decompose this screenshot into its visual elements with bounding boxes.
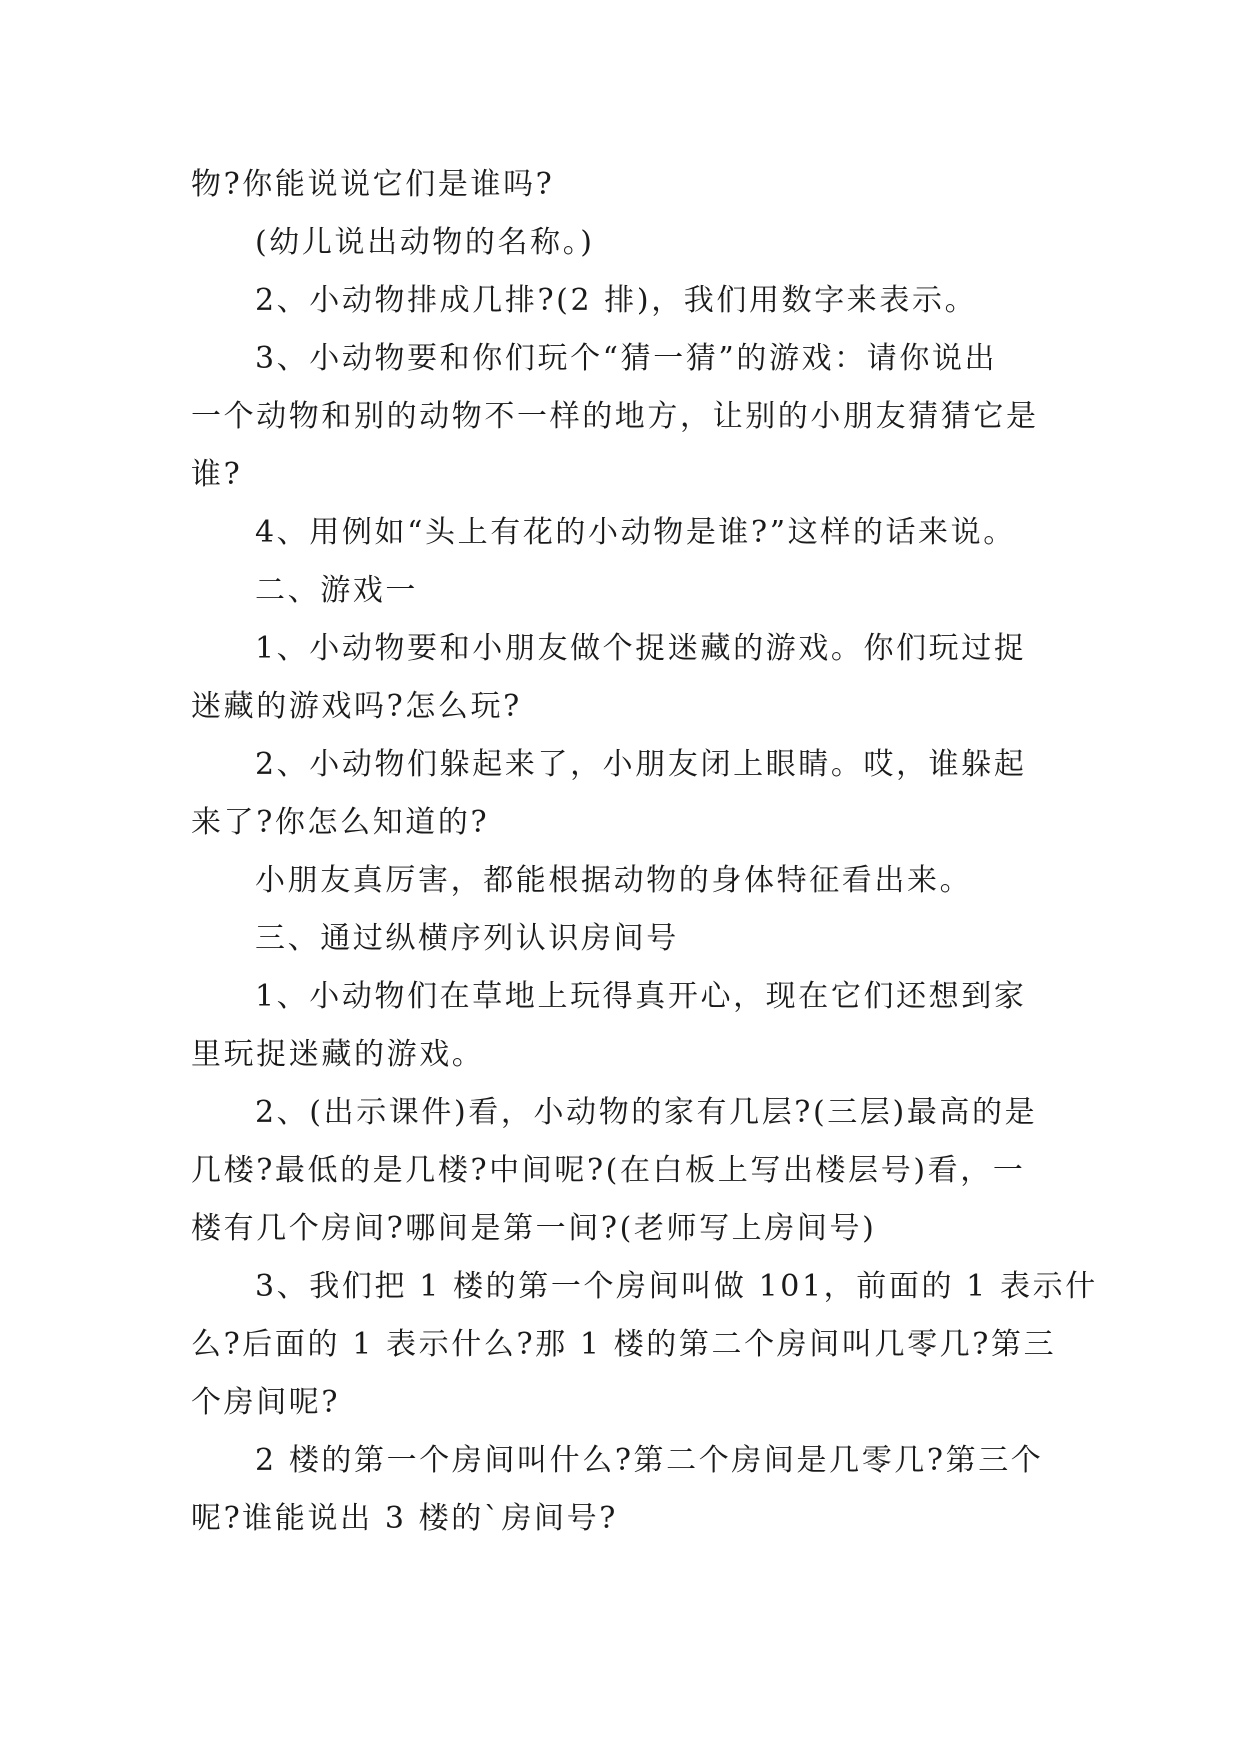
text-line: 一个动物和别的动物不一样的地方，让别的小朋友猜猜它是 bbox=[191, 399, 1039, 434]
text-line: 来了?你怎么知道的? bbox=[191, 805, 490, 840]
text-line: 2、(出示课件)看，小动物的家有几层?(三层)最高的是 bbox=[255, 1095, 1038, 1130]
text-line: 1、小动物们在草地上玩得真开心，现在它们还想到家 bbox=[255, 979, 1027, 1014]
text-line: 几楼?最低的是几楼?中间呢?(在白板上写出楼层号)看，一 bbox=[191, 1153, 1026, 1188]
text-line: 1、小动物要和小朋友做个捉迷藏的游戏。你们玩过捉 bbox=[255, 631, 1027, 666]
text-line: 小朋友真厉害，都能根据动物的身体特征看出来。 bbox=[255, 863, 973, 898]
text-line: 4、用例如“头上有花的小动物是谁?”这样的话来说。 bbox=[255, 515, 1016, 550]
text-line: 3、我们把 1 楼的第一个房间叫做 101，前面的 1 表示什 bbox=[255, 1269, 1098, 1304]
text-line: 3、小动物要和你们玩个“猜一猜”的游戏：请你说出 bbox=[255, 341, 998, 376]
text-line: 迷藏的游戏吗?怎么玩? bbox=[191, 689, 522, 724]
text-line: 谁? bbox=[191, 457, 243, 492]
text-line: 里玩捉迷藏的游戏。 bbox=[191, 1037, 485, 1072]
section-heading: 二、游戏一 bbox=[255, 573, 418, 608]
text-line: 2、小动物们躲起来了，小朋友闭上眼睛。哎，谁躲起 bbox=[255, 747, 1027, 782]
section-heading: 三、通过纵横序列认识房间号 bbox=[255, 921, 679, 956]
text-line: (幼儿说出动物的名称。) bbox=[255, 225, 595, 260]
text-line: 么?后面的 1 表示什么?那 1 楼的第二个房间叫几零几?第三 bbox=[191, 1327, 1057, 1362]
text-line: 2、小动物排成几排?(2 排)，我们用数字来表示。 bbox=[255, 283, 978, 318]
text-line: 呢?谁能说出 3 楼的`房间号? bbox=[191, 1501, 618, 1536]
document-body bbox=[191, 156, 1098, 1548]
text-line: 物?你能说说它们是谁吗? bbox=[191, 167, 555, 202]
text-line: 个房间呢? bbox=[191, 1385, 341, 1420]
text-line: 楼有几个房间?哪间是第一间?(老师写上房间号) bbox=[191, 1211, 877, 1246]
text-line: 2 楼的第一个房间叫什么?第二个房间是几零几?第三个 bbox=[255, 1443, 1044, 1478]
